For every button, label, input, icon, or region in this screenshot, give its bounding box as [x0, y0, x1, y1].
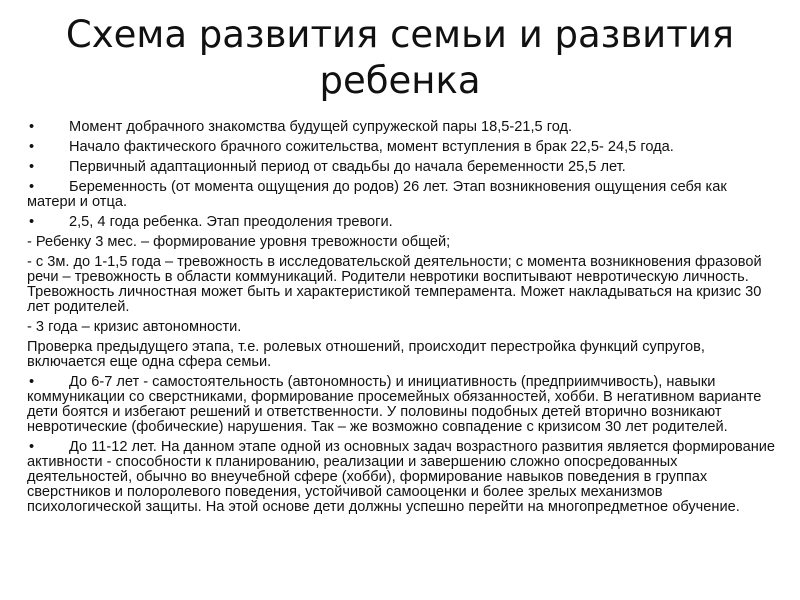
list-item-text: Беременность (от момента ощущения до родов) 26 лет. Этап возникновения ощущения себя как матери и отца. [27, 179, 727, 210]
paragraph: - Ребенку 3 мес. – формирование уровня тревожности общей; [27, 234, 451, 250]
list-item [27, 180, 777, 210]
list-item-text: Первичный адаптационный период от свадьбы до начала беременности 25,5 лет. [69, 159, 626, 175]
bullet-icon: • [29, 439, 35, 455]
bullet-icon: • [29, 139, 35, 155]
list-item-text: 2,5, 4 года ребенка. Этап преодоления тревоги. [69, 214, 393, 230]
bullet-icon: • [29, 374, 35, 390]
bullet-icon: • [29, 214, 35, 230]
list-item [27, 140, 777, 155]
list-item-text: До 6-7 лет - самостоятельность (автономность) и инициативность (предприимчивость), навыки коммуникации со сверстниками, формирование просемейных обязанностей, хобби. В негативном варианте дети боятся и избегают решений и ответственности. У половины подобных детей вторично возникают невротические (фобические) нарушения. Так – же возможно совпадение с кризисом 30 лет родителей. [27, 374, 762, 435]
slide-title: Схема развития семьи и развития ребенка [65, 13, 735, 102]
list-item-text: Начало фактического брачного сожительства, момент вступления в брак 22,5- 24,5 года. [69, 139, 674, 155]
bullet-icon: • [29, 159, 35, 175]
list-item-text: До 11-12 лет. На данном этапе одной из основных задач возрастного развития является формирование активности - способности к планированию, реализации и завершению сложно опосредованных деятельностей, обычно во внеучебной сфере (хобби), формирование навыков поведения в группах сверстников и полоролевого поведения, устойчивой самооценки и более зрелых механизмов психологической защиты. На этой основе дети должны успешно перейти на многопредметное обучение. [27, 439, 776, 515]
list-item-text: Момент добрачного знакомства будущей супружеской пары 18,5-21,5 год. [69, 119, 573, 135]
bullet-icon: • [29, 119, 35, 135]
bullet-icon: • [29, 179, 35, 195]
list-item [27, 440, 777, 515]
list-item [27, 215, 777, 230]
paragraph: - с 3м. до 1-1,5 года – тревожность в исследовательской деятельности; с момента возникновения фразовой речи – тревожность в области коммуникаций. Родители невротики воспитывают невротическую личность. Тревожность личностная может быть и характеристикой темперамента. Может накладываться на кризис 30 лет родителей. [27, 254, 762, 315]
slide-content [27, 120, 777, 520]
paragraph: Проверка предыдущего этапа, т.е. ролевых отношений, происходит перестройка функций супругов, включается еще одна сфера семьи. [27, 339, 705, 370]
list-item [27, 160, 777, 175]
list-item [27, 375, 777, 435]
list-item [27, 120, 777, 135]
paragraph: - 3 года – кризис автономности. [27, 319, 242, 335]
